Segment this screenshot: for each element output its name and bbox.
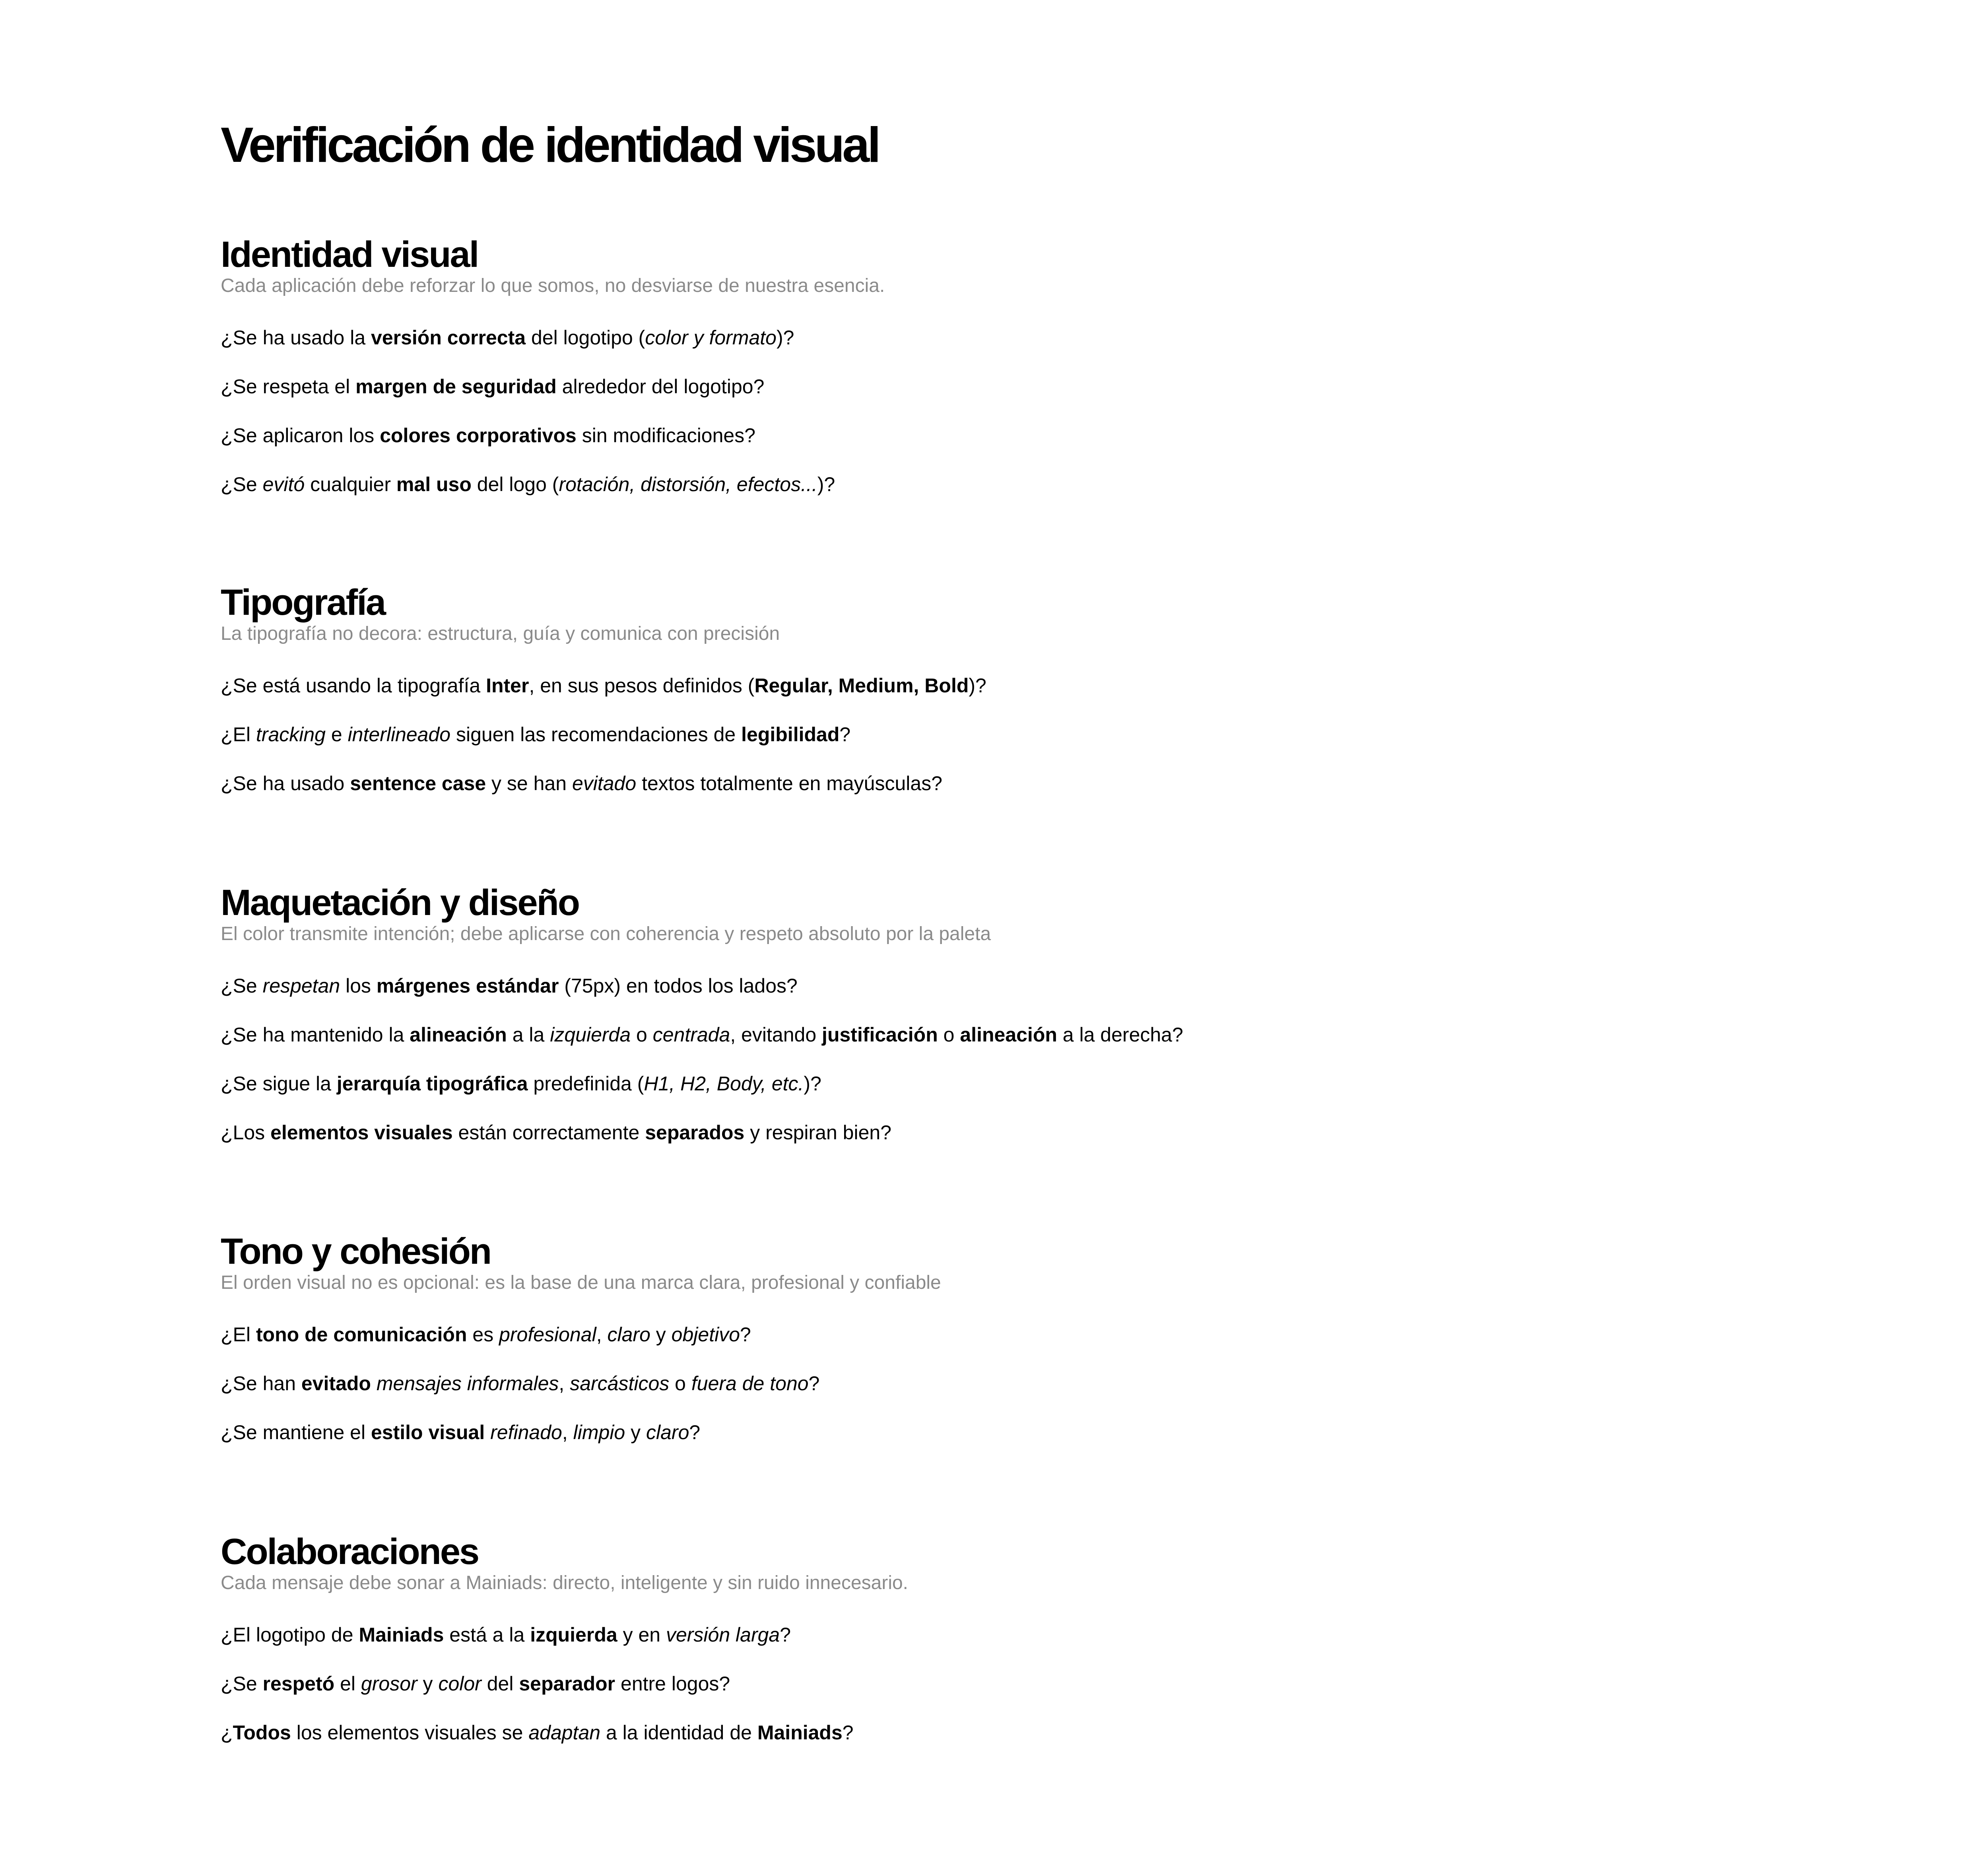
bold-text-run: separador [519,1673,615,1695]
text-run: a la [507,1024,550,1046]
checklist [221,326,1970,496]
text-run: ¿Los [221,1121,271,1144]
checklist-item [221,473,1970,496]
bold-text-run: evitado [301,1372,371,1395]
text-run: ? [689,1421,701,1443]
page-title: Verificación de identidad visual [221,118,879,173]
text-run: predefinida ( [528,1072,644,1095]
bold-text-run: estilo visual [371,1421,485,1443]
bold-text-run: Mainiads [757,1721,843,1744]
text-run: siguen las recomendaciones de [450,723,742,746]
bold-text-run: legibilidad [741,723,840,746]
italic-text-run: sarcásticos [570,1372,670,1395]
text-run: y [650,1323,672,1346]
text-run: ¿Se respeta el [221,375,356,398]
text-run: ¿El [221,723,256,746]
checklist-item [221,674,1970,697]
text-run: ¿El [221,1323,256,1346]
italic-text-run: color y formato [645,326,777,349]
bold-text-run: Todos [233,1721,291,1744]
bold-text-run: márgenes estándar [376,975,559,997]
bold-text-run: alineación [960,1024,1057,1046]
text-run: , [559,1372,570,1395]
text-run: ¿Se está usando la tipografía [221,674,486,697]
text-run: los [340,975,377,997]
text-run: ¿Se [221,975,263,997]
checklist-item [221,375,1970,398]
italic-text-run: color [438,1673,481,1695]
italic-text-run: grosor [361,1673,417,1695]
checklist-item [221,1372,1970,1395]
section-subtitle: Cada aplicación debe reforzar lo que somos, no desviarse de nuestra esencia. [221,275,885,296]
document-page [221,115,1970,1744]
italic-text-run: evitó [262,473,305,495]
italic-text-run: versión larga [666,1624,780,1646]
text-run: (75px) en todos los lados? [559,975,798,997]
text-run: y se han [486,772,572,795]
text-run: alrededor del logotipo? [556,375,765,398]
italic-text-run: centrada [652,1024,730,1046]
text-run: ? [808,1372,820,1395]
section-subtitle: El orden visual no es opcional: es la base de una marca clara, profesional y confiable [221,1272,941,1293]
checklist-item [221,1121,1970,1144]
section-colaboraciones [221,1532,1970,1770]
bold-text-run: mal uso [396,473,472,495]
text-run: o [669,1372,691,1395]
bold-text-run: alineación [410,1024,507,1046]
checklist-item [221,1421,1970,1444]
checklist [221,974,1970,1144]
bold-text-run: Regular, Medium, Bold [754,674,969,697]
text-run [485,1421,490,1443]
text-run: del logo ( [471,473,559,495]
section-subtitle: Cada mensaje debe sonar a Mainiads: directo, inteligente y sin ruido innecesario. [221,1572,909,1593]
text-run: a la identidad de [600,1721,757,1744]
text-run: , evitando [730,1024,822,1046]
checklist-item [221,974,1970,997]
text-run: o [938,1024,960,1046]
text-run: sin modificaciones? [576,424,756,447]
bold-text-run: Mainiads [359,1624,444,1646]
bold-text-run: elementos visuales [270,1121,453,1144]
checklist-item [221,1672,1970,1695]
checklist-item [221,1023,1970,1046]
bold-text-run: jerarquía tipográfica [336,1072,528,1095]
checklist-item [221,723,1970,746]
text-run: ¿Se ha usado [221,772,350,795]
text-run: e [325,723,348,746]
section-title: Tono y cohesión [221,1231,491,1272]
text-run: están correctamente [452,1121,645,1144]
italic-text-run: izquierda [550,1024,631,1046]
text-run: )? [969,674,986,697]
text-run: cualquier [305,473,396,495]
bold-text-run: justificación [822,1024,938,1046]
checklist-item [221,1623,1970,1646]
bold-text-run: Inter [486,674,529,697]
bold-text-run: margen de seguridad [355,375,557,398]
text-run: ¿Se [221,473,263,495]
text-run: y en [617,1624,666,1646]
text-run: ¿Se sigue la [221,1072,337,1095]
italic-text-run: limpio [573,1421,625,1443]
text-run: y [625,1421,646,1443]
section-title: Tipografía [221,582,385,623]
text-run: ¿El logotipo de [221,1624,359,1646]
bold-text-run: versión correcta [371,326,526,349]
italic-text-run: claro [607,1323,650,1346]
bold-text-run: sentence case [350,772,486,795]
italic-text-run: H1, H2, Body, etc. [644,1072,804,1095]
text-run: el [334,1673,361,1695]
section-subtitle: La tipografía no decora: estructura, guía y comunica con precisión [221,623,780,644]
checklist [221,674,1970,795]
text-run: y [417,1673,439,1695]
text-run: ¿Se ha usado la [221,326,371,349]
text-run: del [481,1673,519,1695]
italic-text-run: rotación, distorsión, efectos... [559,473,817,495]
text-run: los elementos visuales se [291,1721,529,1744]
text-run: ? [740,1323,751,1346]
checklist-item [221,1323,1970,1346]
bold-text-run: tono de comunicación [256,1323,467,1346]
text-run: del logotipo ( [526,326,645,349]
text-run: ? [842,1721,854,1744]
text-run: )? [777,326,794,349]
text-run: )? [817,473,835,495]
text-run: ¿ [221,1721,233,1744]
text-run: es [467,1323,499,1346]
text-run: ¿Se ha mantenido la [221,1024,410,1046]
italic-text-run: evitado [572,772,637,795]
checklist-item [221,424,1970,447]
checklist [221,1623,1970,1744]
checklist-item [221,1721,1970,1744]
section-title: Identidad visual [221,234,478,275]
section-tono-y-cohesion [221,1232,1970,1470]
text-run: entre logos? [615,1673,730,1695]
section-maquetacion-y-diseno [221,883,1970,1170]
section-tipografia [221,583,1970,821]
italic-text-run: objetivo [671,1323,740,1346]
text-run: ¿Se [221,1673,263,1695]
section-identidad-visual [221,235,1970,522]
italic-text-run: tracking [256,723,326,746]
section-subtitle: El color transmite intención; debe aplicarse con coherencia y respeto absoluto por la paleta [221,923,991,944]
italic-text-run: mensajes informales [376,1372,559,1395]
text-run: ? [839,723,851,746]
bold-text-run: izquierda [530,1624,617,1646]
checklist [221,1323,1970,1444]
text-run: , [562,1421,573,1443]
checklist-item [221,772,1970,795]
text-run: ¿Se han [221,1372,301,1395]
italic-text-run: fuera de tono [691,1372,809,1395]
checklist-item [221,326,1970,349]
italic-text-run: profesional [499,1323,596,1346]
text-run: ¿Se mantiene el [221,1421,371,1443]
italic-text-run: respetan [262,975,340,997]
text-run: o [631,1024,653,1046]
checklist-item [221,1072,1970,1095]
italic-text-run: adaptan [528,1721,601,1744]
text-run: ? [780,1624,791,1646]
italic-text-run: claro [646,1421,689,1443]
text-run: ¿Se aplicaron los [221,424,380,447]
bold-text-run: separados [645,1121,745,1144]
text-run [371,1372,377,1395]
section-title: Maquetación y diseño [221,882,579,923]
italic-text-run: interlineado [348,723,451,746]
section-title: Colaboraciones [221,1531,479,1572]
text-run: a la derecha? [1057,1024,1183,1046]
italic-text-run: refinado [490,1421,562,1443]
bold-text-run: respetó [262,1673,335,1695]
text-run: )? [804,1072,821,1095]
text-run: , en sus pesos definidos ( [529,674,755,697]
bold-text-run: colores corporativos [380,424,577,447]
text-run: y respiran bien? [744,1121,891,1144]
text-run: está a la [444,1624,530,1646]
text-run: textos totalmente en mayúsculas? [636,772,943,795]
text-run: , [596,1323,608,1346]
